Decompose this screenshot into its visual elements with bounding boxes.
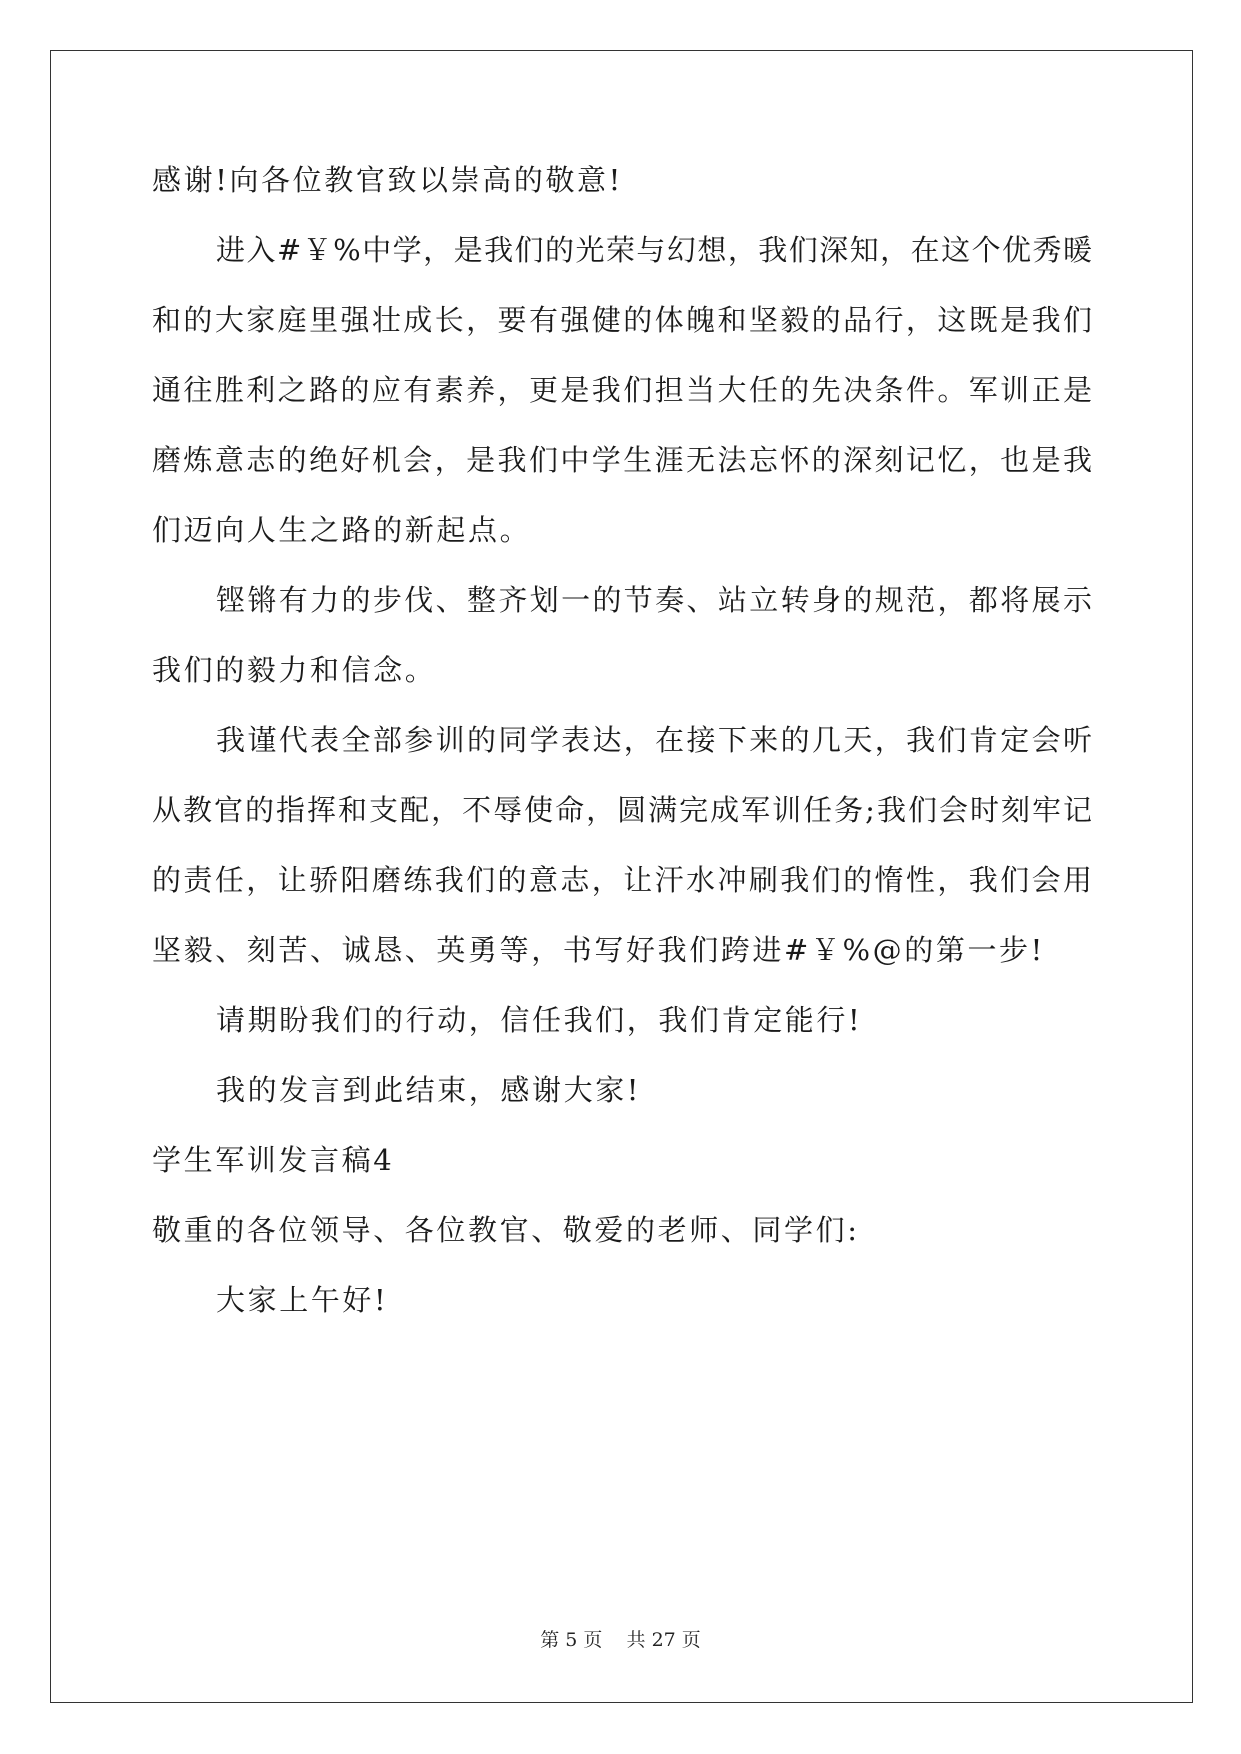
section-heading: 学生军训发言稿4: [152, 1143, 395, 1177]
paragraph-line: 坚毅、刻苦、诚恳、英勇等，书写好我们跨进#￥%@的第一步!: [152, 933, 1045, 967]
paragraph-line: 铿锵有力的步伐、整齐划一的节奏、站立转身的规范，都将展示: [216, 583, 1092, 617]
page-number-footer: 第 5 页 共 27 页: [540, 1629, 701, 1651]
paragraph-line: 和的大家庭里强壮成长，要有强健的体魄和坚毅的品行，这既是我们: [152, 303, 1092, 337]
paragraph-line: 我们的毅力和信念。: [152, 653, 437, 687]
paragraph-line: 请期盼我们的行动，信任我们，我们肯定能行!: [216, 1003, 863, 1037]
paragraph-line: 的责任，让骄阳磨练我们的意志，让汗水冲刷我们的惰性，我们会用: [152, 863, 1092, 897]
paragraph-line: 从教官的指挥和支配，不辱使命，圆满完成军训任务;我们会时刻牢记: [152, 793, 1092, 827]
paragraph-line: 进入#￥%中学，是我们的光荣与幻想，我们深知，在这个优秀暖: [216, 233, 1092, 267]
paragraph-line: 们迈向人生之路的新起点。: [152, 513, 532, 547]
salutation-line: 敬重的各位领导、各位教官、敬爱的老师、同学们:: [152, 1213, 860, 1247]
paragraph-line: 我的发言到此结束，感谢大家!: [216, 1073, 642, 1107]
paragraph-line: 我谨代表全部参训的同学表达，在接下来的几天，我们肯定会听: [216, 723, 1092, 757]
paragraph-line: 磨炼意志的绝好机会，是我们中学生涯无法忘怀的深刻记忆，也是我: [152, 443, 1092, 477]
greeting-line: 大家上午好!: [216, 1283, 389, 1317]
paragraph-line: 通往胜利之路的应有素养，更是我们担当大任的先决条件。军训正是: [152, 373, 1092, 407]
paragraph-line: 感谢!向各位教官致以崇高的敬意!: [152, 163, 623, 197]
